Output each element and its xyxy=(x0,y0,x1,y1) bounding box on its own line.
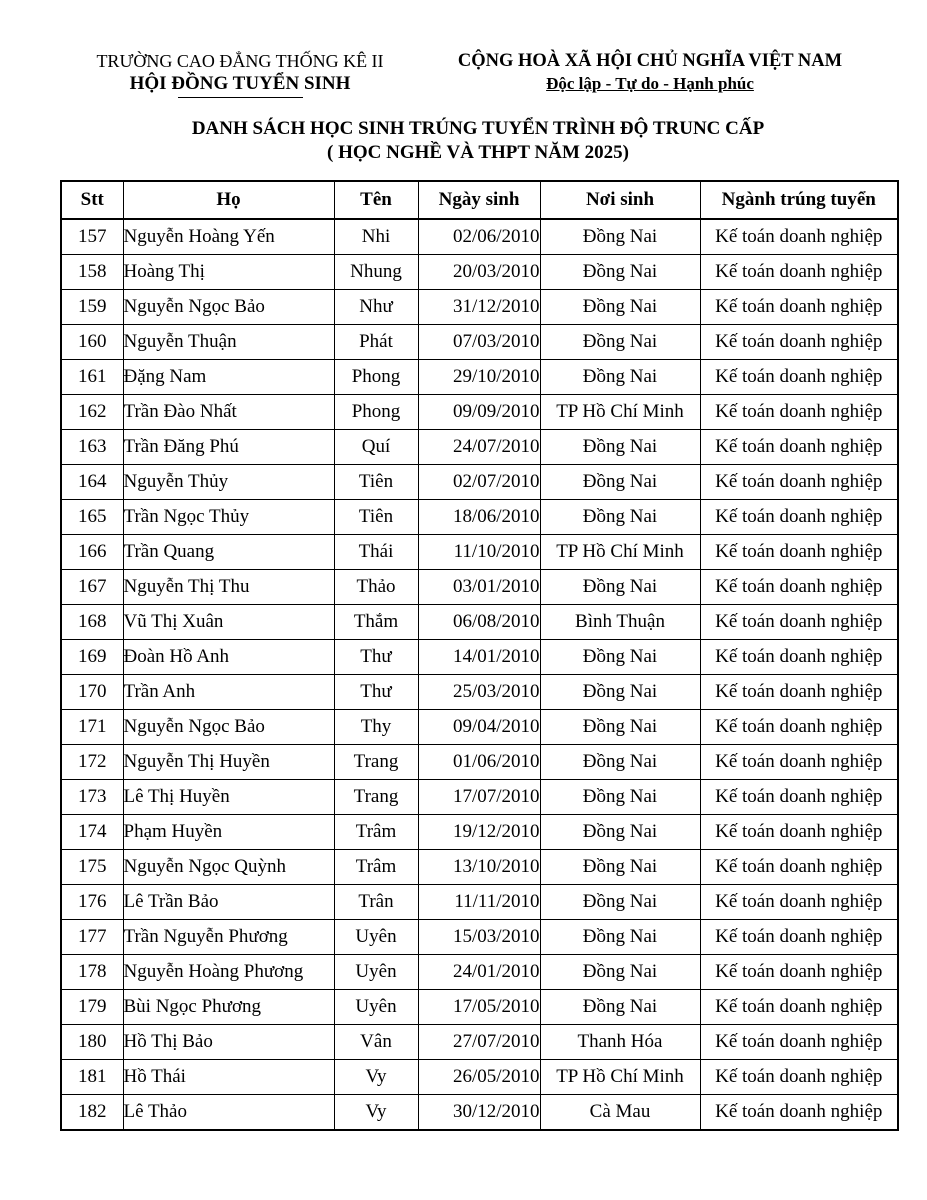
birth-place-cell: Cà Mau xyxy=(540,1095,700,1131)
birth-place-cell: Đồng Nai xyxy=(540,885,700,920)
stt-cell: 178 xyxy=(61,955,123,990)
table-row xyxy=(61,430,898,465)
ho-cell: Hoàng Thị xyxy=(123,255,334,290)
table-row xyxy=(61,920,898,955)
stt-cell: 159 xyxy=(61,290,123,325)
table-row xyxy=(61,745,898,780)
birth-date-cell: 17/07/2010 xyxy=(418,780,540,815)
stt-cell: 168 xyxy=(61,605,123,640)
birth-place-cell: Đồng Nai xyxy=(540,675,700,710)
major-cell: Kế toán doanh nghiệp xyxy=(700,395,898,430)
major-cell: Kế toán doanh nghiệp xyxy=(700,1025,898,1060)
ten-cell: Như xyxy=(334,290,418,325)
ho-cell: Nguyễn Hoàng Phương xyxy=(123,955,334,990)
ten-cell: Vân xyxy=(334,1025,418,1060)
ho-cell: Phạm Huyền xyxy=(123,815,334,850)
ho-cell: Lê Trần Bảo xyxy=(123,885,334,920)
ten-cell: Trâm xyxy=(334,850,418,885)
birth-place-cell: Đồng Nai xyxy=(540,360,700,395)
ho-cell: Nguyễn Thị Thu xyxy=(123,570,334,605)
birth-place-cell: Đồng Nai xyxy=(540,710,700,745)
ho-cell: Nguyễn Thị Huyền xyxy=(123,745,334,780)
ten-cell: Uyên xyxy=(334,990,418,1025)
birth-date-cell: 25/03/2010 xyxy=(418,675,540,710)
major-cell: Kế toán doanh nghiệp xyxy=(700,219,898,255)
stt-cell: 174 xyxy=(61,815,123,850)
ho-cell: Nguyễn Ngọc Quỳnh xyxy=(123,850,334,885)
stt-cell: 170 xyxy=(61,675,123,710)
major-cell: Kế toán doanh nghiệp xyxy=(700,570,898,605)
birth-place-cell: Thanh Hóa xyxy=(540,1025,700,1060)
stt-cell: 158 xyxy=(61,255,123,290)
ten-cell: Nhi xyxy=(334,219,418,255)
ten-cell: Thảo xyxy=(334,570,418,605)
major-cell: Kế toán doanh nghiệp xyxy=(700,430,898,465)
major-cell: Kế toán doanh nghiệp xyxy=(700,1060,898,1095)
national-motto: Độc lập - Tự do - Hạnh phúc xyxy=(546,74,754,93)
council-name: HỘI ĐỒNG TUYỂN SINH xyxy=(129,73,351,94)
ho-cell: Nguyễn Ngọc Bảo xyxy=(123,290,334,325)
birth-date-cell: 26/05/2010 xyxy=(418,1060,540,1095)
stt-cell: 162 xyxy=(61,395,123,430)
birth-place-cell: Đồng Nai xyxy=(540,570,700,605)
ho-cell: Hồ Thái xyxy=(123,1060,334,1095)
national-header xyxy=(430,50,870,96)
birth-date-cell: 03/01/2010 xyxy=(418,570,540,605)
birth-date-cell: 07/03/2010 xyxy=(418,325,540,360)
table-row xyxy=(61,675,898,710)
table-row xyxy=(61,219,898,255)
birth-date-cell: 20/03/2010 xyxy=(418,255,540,290)
birth-place-cell: Đồng Nai xyxy=(540,465,700,500)
birth-date-cell: 01/06/2010 xyxy=(418,745,540,780)
birth-place-cell: Đồng Nai xyxy=(540,500,700,535)
ho-cell: Trần Đào Nhất xyxy=(123,395,334,430)
column-header-ho: Họ xyxy=(123,181,334,219)
major-cell: Kế toán doanh nghiệp xyxy=(700,640,898,675)
major-cell: Kế toán doanh nghiệp xyxy=(700,290,898,325)
table-row xyxy=(61,710,898,745)
ho-cell: Nguyễn Thủy xyxy=(123,465,334,500)
ho-cell: Đặng Nam xyxy=(123,360,334,395)
major-cell: Kế toán doanh nghiệp xyxy=(700,255,898,290)
table-row xyxy=(61,290,898,325)
stt-cell: 163 xyxy=(61,430,123,465)
table-row xyxy=(61,780,898,815)
ho-cell: Nguyễn Hoàng Yến xyxy=(123,219,334,255)
ho-cell: Đoàn Hồ Anh xyxy=(123,640,334,675)
ten-cell: Trân xyxy=(334,885,418,920)
stt-cell: 173 xyxy=(61,780,123,815)
stt-cell: 179 xyxy=(61,990,123,1025)
ten-cell: Phát xyxy=(334,325,418,360)
birth-date-cell: 17/05/2010 xyxy=(418,990,540,1025)
title-line-1: DANH SÁCH HỌC SINH TRÚNG TUYỂN TRÌNH ĐỘ TRUNC CẤP xyxy=(191,118,765,139)
document-title xyxy=(60,117,896,165)
birth-place-cell: Đồng Nai xyxy=(540,815,700,850)
stt-cell: 177 xyxy=(61,920,123,955)
birth-place-cell: Đồng Nai xyxy=(540,640,700,675)
birth-date-cell: 27/07/2010 xyxy=(418,1025,540,1060)
major-cell: Kế toán doanh nghiệp xyxy=(700,850,898,885)
column-header-ngay-sinh: Ngày sinh xyxy=(418,181,540,219)
birth-date-cell: 02/07/2010 xyxy=(418,465,540,500)
council-underline xyxy=(178,97,303,98)
ten-cell: Quí xyxy=(334,430,418,465)
column-header-stt: Stt xyxy=(61,181,123,219)
birth-date-cell: 11/11/2010 xyxy=(418,885,540,920)
stt-cell: 167 xyxy=(61,570,123,605)
birth-place-cell: Bình Thuận xyxy=(540,605,700,640)
major-cell: Kế toán doanh nghiệp xyxy=(700,955,898,990)
ten-cell: Vy xyxy=(334,1095,418,1131)
major-cell: Kế toán doanh nghiệp xyxy=(700,605,898,640)
table-row xyxy=(61,465,898,500)
table-row xyxy=(61,1025,898,1060)
table-row xyxy=(61,815,898,850)
stt-cell: 172 xyxy=(61,745,123,780)
birth-place-cell: TP Hồ Chí Minh xyxy=(540,1060,700,1095)
major-cell: Kế toán doanh nghiệp xyxy=(700,710,898,745)
major-cell: Kế toán doanh nghiệp xyxy=(700,780,898,815)
table-row xyxy=(61,605,898,640)
ten-cell: Nhung xyxy=(334,255,418,290)
ten-cell: Thư xyxy=(334,640,418,675)
ten-cell: Tiên xyxy=(334,465,418,500)
school-name: TRƯỜNG CAO ĐẲNG THỐNG KÊ II xyxy=(96,51,384,71)
stt-cell: 165 xyxy=(61,500,123,535)
birth-date-cell: 11/10/2010 xyxy=(418,535,540,570)
ten-cell: Phong xyxy=(334,395,418,430)
birth-date-cell: 02/06/2010 xyxy=(418,219,540,255)
major-cell: Kế toán doanh nghiệp xyxy=(700,325,898,360)
birth-date-cell: 15/03/2010 xyxy=(418,920,540,955)
table-row xyxy=(61,850,898,885)
major-cell: Kế toán doanh nghiệp xyxy=(700,745,898,780)
birth-place-cell: Đồng Nai xyxy=(540,920,700,955)
birth-date-cell: 24/01/2010 xyxy=(418,955,540,990)
stt-cell: 171 xyxy=(61,710,123,745)
ten-cell: Thái xyxy=(334,535,418,570)
ho-cell: Trần Anh xyxy=(123,675,334,710)
issuer-block xyxy=(60,50,420,98)
major-cell: Kế toán doanh nghiệp xyxy=(700,360,898,395)
column-header-noi-sinh: Nơi sinh xyxy=(540,181,700,219)
stt-cell: 157 xyxy=(61,219,123,255)
ho-cell: Trần Nguyễn Phương xyxy=(123,920,334,955)
ten-cell: Thư xyxy=(334,675,418,710)
title-line-2: ( HỌC NGHỀ VÀ THPT NĂM 2025) xyxy=(327,142,629,163)
stt-cell: 161 xyxy=(61,360,123,395)
admission-table xyxy=(60,180,899,1131)
ho-cell: Vũ Thị Xuân xyxy=(123,605,334,640)
table-row xyxy=(61,1060,898,1095)
birth-place-cell: Đồng Nai xyxy=(540,780,700,815)
table-row xyxy=(61,395,898,430)
birth-place-cell: Đồng Nai xyxy=(540,290,700,325)
birth-date-cell: 13/10/2010 xyxy=(418,850,540,885)
table-row xyxy=(61,955,898,990)
ten-cell: Thắm xyxy=(334,605,418,640)
ten-cell: Trang xyxy=(334,745,418,780)
major-cell: Kế toán doanh nghiệp xyxy=(700,535,898,570)
birth-date-cell: 29/10/2010 xyxy=(418,360,540,395)
table-header-row xyxy=(61,181,898,219)
birth-place-cell: Đồng Nai xyxy=(540,990,700,1025)
ten-cell: Uyên xyxy=(334,955,418,990)
ho-cell: Nguyễn Ngọc Bảo xyxy=(123,710,334,745)
ho-cell: Trần Quang xyxy=(123,535,334,570)
birth-place-cell: Đồng Nai xyxy=(540,745,700,780)
ho-cell: Lê Thị Huyền xyxy=(123,780,334,815)
ho-cell: Nguyễn Thuận xyxy=(123,325,334,360)
birth-date-cell: 18/06/2010 xyxy=(418,500,540,535)
stt-cell: 164 xyxy=(61,465,123,500)
column-header-nganh: Ngành trúng tuyển xyxy=(700,181,898,219)
birth-place-cell: TP Hồ Chí Minh xyxy=(540,535,700,570)
major-cell: Kế toán doanh nghiệp xyxy=(700,920,898,955)
birth-date-cell: 09/04/2010 xyxy=(418,710,540,745)
birth-date-cell: 09/09/2010 xyxy=(418,395,540,430)
major-cell: Kế toán doanh nghiệp xyxy=(700,990,898,1025)
major-cell: Kế toán doanh nghiệp xyxy=(700,500,898,535)
stt-cell: 169 xyxy=(61,640,123,675)
column-header-ten: Tên xyxy=(334,181,418,219)
birth-date-cell: 19/12/2010 xyxy=(418,815,540,850)
major-cell: Kế toán doanh nghiệp xyxy=(700,815,898,850)
ho-cell: Trần Đăng Phú xyxy=(123,430,334,465)
ho-cell: Lê Thảo xyxy=(123,1095,334,1131)
table-row xyxy=(61,360,898,395)
republic-name: CỘNG HOÀ XÃ HỘI CHỦ NGHĨA VIỆT NAM xyxy=(457,51,843,71)
birth-place-cell: Đồng Nai xyxy=(540,430,700,465)
birth-date-cell: 31/12/2010 xyxy=(418,290,540,325)
table-row xyxy=(61,1095,898,1131)
major-cell: Kế toán doanh nghiệp xyxy=(700,465,898,500)
stt-cell: 182 xyxy=(61,1095,123,1131)
birth-date-cell: 24/07/2010 xyxy=(418,430,540,465)
ten-cell: Trang xyxy=(334,780,418,815)
birth-place-cell: Đồng Nai xyxy=(540,255,700,290)
birth-place-cell: TP Hồ Chí Minh xyxy=(540,395,700,430)
table-body xyxy=(61,219,898,1130)
ten-cell: Vy xyxy=(334,1060,418,1095)
ten-cell: Phong xyxy=(334,360,418,395)
major-cell: Kế toán doanh nghiệp xyxy=(700,675,898,710)
stt-cell: 160 xyxy=(61,325,123,360)
table-row xyxy=(61,325,898,360)
birth-place-cell: Đồng Nai xyxy=(540,325,700,360)
major-cell: Kế toán doanh nghiệp xyxy=(700,885,898,920)
stt-cell: 180 xyxy=(61,1025,123,1060)
table-row xyxy=(61,640,898,675)
table-row xyxy=(61,885,898,920)
birth-date-cell: 06/08/2010 xyxy=(418,605,540,640)
stt-cell: 181 xyxy=(61,1060,123,1095)
ho-cell: Hồ Thị Bảo xyxy=(123,1025,334,1060)
ten-cell: Uyên xyxy=(334,920,418,955)
stt-cell: 175 xyxy=(61,850,123,885)
ten-cell: Tiên xyxy=(334,500,418,535)
ten-cell: Trâm xyxy=(334,815,418,850)
table-row xyxy=(61,500,898,535)
table-row xyxy=(61,255,898,290)
birth-place-cell: Đồng Nai xyxy=(540,955,700,990)
birth-date-cell: 14/01/2010 xyxy=(418,640,540,675)
stt-cell: 176 xyxy=(61,885,123,920)
table-row xyxy=(61,535,898,570)
birth-place-cell: Đồng Nai xyxy=(540,219,700,255)
ho-cell: Trần Ngọc Thủy xyxy=(123,500,334,535)
table-row xyxy=(61,570,898,605)
birth-place-cell: Đồng Nai xyxy=(540,850,700,885)
birth-date-cell: 30/12/2010 xyxy=(418,1095,540,1131)
major-cell: Kế toán doanh nghiệp xyxy=(700,1095,898,1131)
table-row xyxy=(61,990,898,1025)
ho-cell: Bùi Ngọc Phương xyxy=(123,990,334,1025)
stt-cell: 166 xyxy=(61,535,123,570)
ten-cell: Thy xyxy=(334,710,418,745)
